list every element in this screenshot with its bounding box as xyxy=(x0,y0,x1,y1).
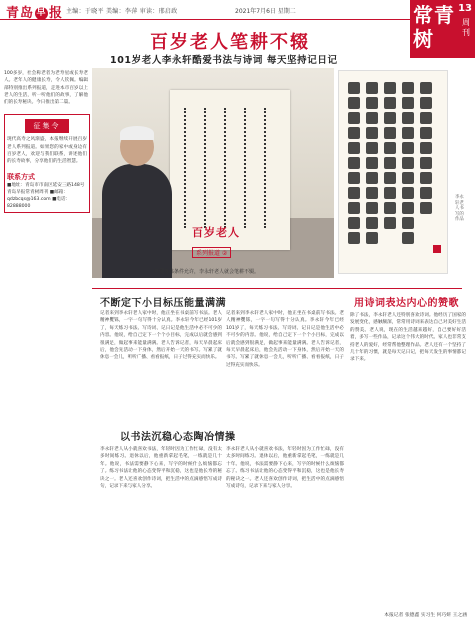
section1-text-cont: 记者来到李永轩老人家中时，他正坐在书桌前写书法。老人精神矍铄，一字一句写得十分认真。李永轩今年已经101岁了，每天练习书法、写诗词、记日记是他生活中必不可少的内容。他说，给自己定下一个个小目标，完成以后就会感到很满足，做起事来能量满满。老人告诉记者，每天早晨起床后，他会先活动一下身体，然后开始一天的书写。写累了就休息一会儿，听听广播、看看报纸，日子过得充实而快乐。 xyxy=(226,311,344,368)
left-column xyxy=(4,70,90,520)
column-name: 常青树 xyxy=(413,3,455,51)
section1-text: 记者来到李永轩老人家中时，他正坐在书桌前写书法。老人精神矍铄，一字一句写得十分认真。李永轩今年已经101岁了，每天练习书法、写诗词、记日记是他生活中必不可少的内容。他说，给自己定下一个个小目标，完成以后就会感到很满足，做起事来能量满满。老人告诉记者，每天早晨起床后，他会先活动一下身体，然后开始一天的书写。写累了就休息一会儿，听听广播、看看报纸，日子过得充实而快乐。 xyxy=(100,311,222,361)
series-title: 百岁老人 xyxy=(192,226,240,239)
newspaper-logo xyxy=(6,2,63,21)
calligraphy-caption: 李永轩老人书写的作品 xyxy=(455,195,464,222)
seal-stamp-icon xyxy=(433,245,441,253)
logo-dot: 早 xyxy=(36,8,47,18)
column-badge xyxy=(410,0,475,58)
section2-title: 以书法沉稳心态陶冶情操 xyxy=(120,432,236,443)
series-tag xyxy=(192,224,240,259)
page-label: 周刊 xyxy=(462,18,470,37)
main-photo xyxy=(92,68,334,278)
contact-title: 联系方式 xyxy=(7,172,35,181)
logo-text-right: 报 xyxy=(49,6,64,21)
call-for-submissions-title: 征集令 xyxy=(25,119,69,133)
page-number: 13 xyxy=(458,3,472,14)
issue-date: 2021年7月6日 星期二 xyxy=(235,8,296,15)
section2-text: 李永轩老人从小就喜欢书法，年轻时因为工作忙碌，没有太多时间练习。退休以后，他重新拿起毛笔，一练就是几十年。他说，书法需要静下心来，写字的时候什么烦恼都忘了。练习书法让他的心态变得平和沉稳，这也是他长寿的秘诀之一。老人还喜欢创作诗词，把生活中的点滴感悟写成诗句，记录下来与家人分享。 xyxy=(100,447,222,490)
masthead-bar xyxy=(0,0,475,20)
calligraphy-artwork xyxy=(338,70,448,274)
section2-text-cont: 李永轩老人从小就喜欢书法，年轻时因为工作忙碌，没有太多时间练习。退休以后，他重新拿起毛笔，一练就是几十年。他说，书法需要静下心来，写字的时候什么烦恼都忘了。练习书法让他的心态变得平和沉稳，这也是他长寿的秘诀之一。老人还喜欢创作诗词，把生活中的点滴感悟写成诗句，记录下来与家人分享。 xyxy=(226,447,344,490)
call-for-submissions-box xyxy=(4,114,90,212)
call-for-submissions-text: 现代高寿之风渐盛，本报继续开展百岁老人系列报道。如果您的家中或身边有百岁老人，欢迎与我们联系，讲述他们的长寿故事，分享他们的生活智慧。 xyxy=(7,137,87,165)
contact-info: ■地址：青岛市市南区延安三路148号 青岛早报常青树周刊 ■邮箱：qdzbcqs@163.com ■电话：82888000 xyxy=(7,182,85,209)
section3-text: 除了书法，李永轩老人还特别喜欢诗词。他经历了国家的发展变化，感触颇深，常常用诗词来表达自己对美好生活的赞美。老人说，现在的生活越来越好，自己要好好活着，多写一些作品，记录这个伟大的时代。家人也非常支持老人的爱好，经常帮他整理作品。老人还有一个坚持了几十年的习惯，就是每天记日记，把每天发生的事情都记录下来。 xyxy=(350,313,466,363)
section1-title: 不断定下小目标压能量满满 xyxy=(100,298,226,309)
headline: 百岁老人笔耕不辍 xyxy=(150,32,310,53)
series-label: 系列报道 ② xyxy=(192,247,231,258)
section-divider xyxy=(92,288,462,289)
reporter-credit: 本报记者 张德鑫 实习生 何巧妍 王之涵 xyxy=(384,613,467,618)
elderly-man-figure xyxy=(102,128,172,278)
photo-caption: 只要身体条件允许，李永轩老人就会笔耕不辍。 xyxy=(154,269,260,275)
subheadline: 101岁老人李永轩酷爱书法与诗词 每天坚持记日记 xyxy=(110,55,338,66)
intro-paragraph: 100多岁，社会称老者为老寿星或长寿老人。老年人的健康长寿，令人钦佩。编辑部特别推出系列报道，走进本市百岁以上老人的生活，听一听他们的故事，了解他们的长寿秘诀。今日推出第二篇。 xyxy=(4,71,88,106)
section3-title: 用诗词表达内心的赞歌 xyxy=(354,298,459,309)
logo-text-left: 青岛 xyxy=(6,6,35,21)
editor-credits: 主编：于晓平 美编：李萍 审读：邢启政 xyxy=(66,8,178,15)
